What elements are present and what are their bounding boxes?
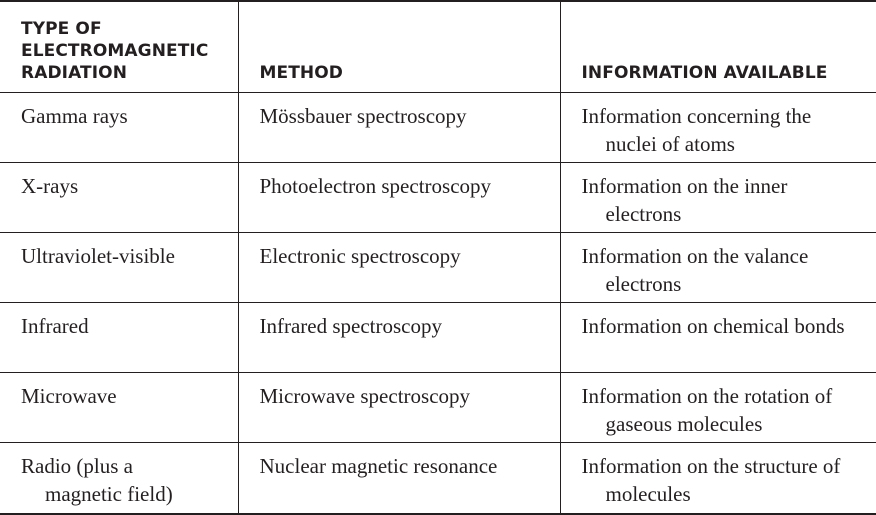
table-header (0, 1, 876, 92)
cell-radiation (0, 442, 238, 514)
header-radiation-type: TYPE OF ELECTROMAGNETIC RADIATION (0, 1, 238, 92)
cell-method-text: Photoelectron spectroscopy (259, 173, 492, 198)
cell-method (238, 442, 560, 514)
cell-radiation-text: Radio (plus a magnetic field) (21, 453, 173, 506)
cell-information (560, 162, 876, 232)
cell-information-text: Information on the structure of molecules (581, 453, 841, 506)
cell-method (238, 232, 560, 302)
header-information: INFORMATION AVAILABLE (560, 1, 876, 92)
cell-information (560, 372, 876, 442)
cell-radiation (0, 92, 238, 162)
cell-information (560, 232, 876, 302)
cell-method (238, 92, 560, 162)
table-body (0, 92, 876, 514)
cell-method (238, 372, 560, 442)
cell-information-text: Information on the valance electrons (581, 243, 809, 296)
cell-method (238, 162, 560, 232)
table-row (0, 442, 876, 514)
cell-radiation (0, 372, 238, 442)
cell-method-text: Mössbauer spectroscopy (259, 103, 467, 128)
cell-radiation-text: Ultraviolet-visible (21, 243, 175, 268)
cell-method-text: Electronic spectroscopy (259, 243, 461, 268)
table-row (0, 302, 876, 372)
header-row (0, 1, 876, 92)
table-row (0, 372, 876, 442)
cell-radiation-text: Infrared (21, 313, 89, 338)
table-row (0, 162, 876, 232)
cell-information-text: Information concerning the nuclei of atoms (581, 103, 812, 156)
cell-method-text: Nuclear magnetic resonance (259, 453, 498, 478)
cell-information (560, 302, 876, 372)
table-row (0, 232, 876, 302)
cell-radiation (0, 302, 238, 372)
cell-method-text: Microwave spectroscopy (259, 383, 471, 408)
cell-radiation (0, 162, 238, 232)
cell-method-text: Infrared spectroscopy (259, 313, 442, 338)
table-row (0, 92, 876, 162)
cell-information (560, 92, 876, 162)
cell-information-text: Information on chemical bonds (581, 313, 845, 338)
cell-information (560, 442, 876, 514)
header-method: METHOD (238, 1, 560, 92)
cell-radiation-text: Microwave (21, 383, 117, 408)
cell-information-text: Information on the inner electrons (581, 173, 788, 226)
cell-method (238, 302, 560, 372)
cell-information-text: Information on the rotation of gaseous molecules (581, 383, 833, 436)
cell-radiation-text: Gamma rays (21, 103, 128, 128)
cell-radiation (0, 232, 238, 302)
cell-radiation-text: X-rays (21, 173, 79, 198)
